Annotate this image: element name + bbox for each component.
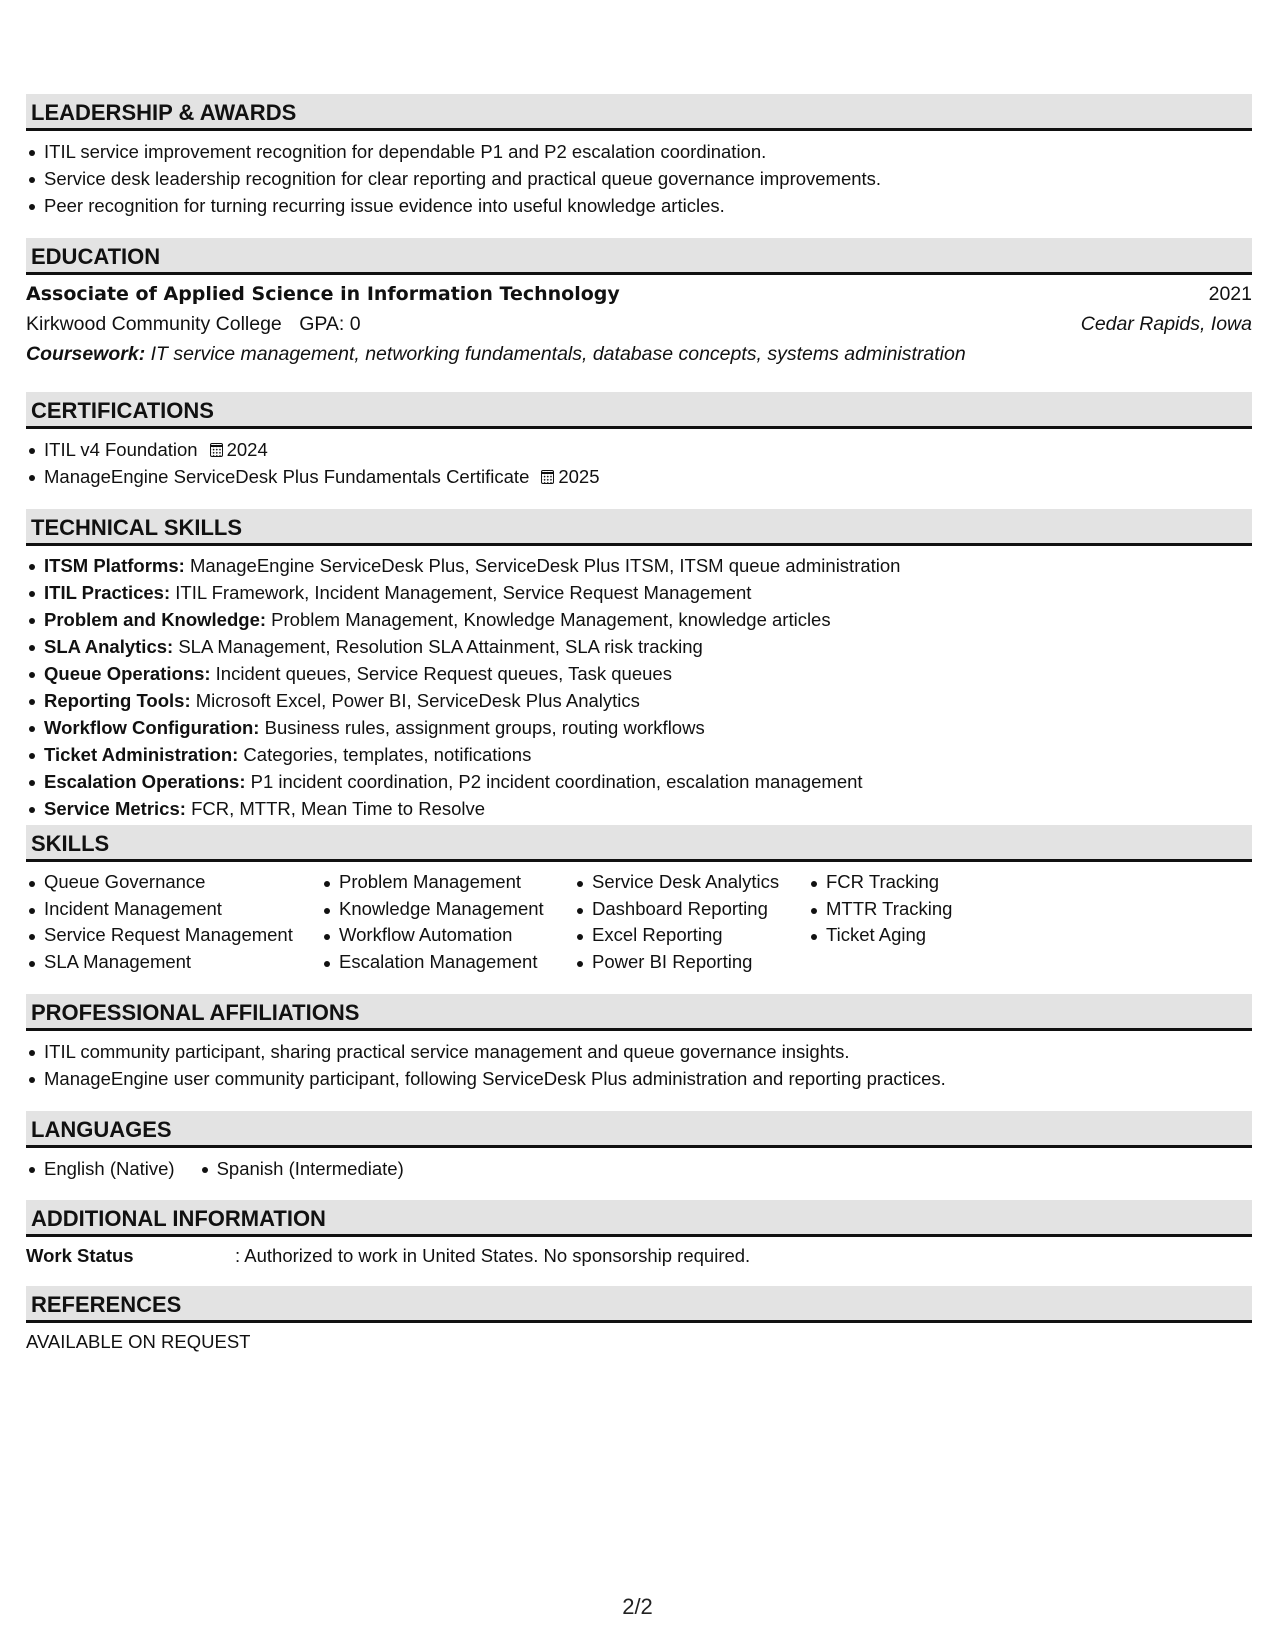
coursework-label: Coursework: — [26, 343, 146, 365]
section-heading: REFERENCES — [26, 1286, 1252, 1323]
calendar-icon — [210, 443, 223, 457]
skill-value: Microsoft Excel, Power BI, ServiceDesk Plus Analytics — [195, 690, 640, 711]
list-item — [26, 795, 1252, 822]
certification-year: 2025 — [558, 466, 600, 487]
list-item: Problem Management — [321, 869, 574, 896]
skills-section — [26, 825, 1252, 975]
skill-value: Categories, templates, notifications — [243, 744, 532, 765]
section-heading: CERTIFICATIONS — [26, 392, 1252, 429]
skills-column-1 — [26, 869, 321, 975]
work-status-value: : Authorized to work in United States. No sponsorship required. — [235, 1245, 751, 1266]
education-school-row — [26, 309, 1252, 339]
list-item: Incident Management — [26, 896, 321, 923]
certification-name: ManageEngine ServiceDesk Plus Fundamentals Certificate — [44, 466, 530, 487]
skills-column-2 — [321, 869, 574, 975]
list-item — [26, 741, 1252, 768]
list-item — [26, 463, 1252, 490]
leadership-section — [26, 94, 1252, 219]
coursework-row — [26, 339, 1252, 369]
skills-column-3 — [574, 869, 808, 975]
list-item: FCR Tracking — [808, 869, 1008, 896]
gpa: GPA: 0 — [299, 313, 361, 335]
skill-value: SLA Management, Resolution SLA Attainment, SLA risk tracking — [178, 636, 703, 657]
section-heading: LANGUAGES — [26, 1111, 1252, 1148]
list-item: Knowledge Management — [321, 896, 574, 923]
list-item: Power BI Reporting — [574, 949, 808, 976]
list-item: Queue Governance — [26, 869, 321, 896]
list-item — [26, 687, 1252, 714]
section-heading: ADDITIONAL INFORMATION — [26, 1200, 1252, 1237]
certifications-list — [26, 436, 1252, 490]
skill-label: Problem and Knowledge: — [44, 609, 267, 630]
list-item: Workflow Automation — [321, 922, 574, 949]
certification-year: 2024 — [226, 439, 268, 460]
skill-label: Workflow Configuration: — [44, 717, 260, 738]
education-degree-row — [26, 279, 1252, 309]
list-item: English (Native) — [26, 1155, 175, 1182]
list-item: Service desk leadership recognition for clear reporting and practical queue governance improvements. — [26, 165, 1252, 192]
school-location: Cedar Rapids, Iowa — [1080, 313, 1252, 335]
list-item: MTTR Tracking — [808, 896, 1008, 923]
skill-label: SLA Analytics: — [44, 636, 174, 657]
list-item — [26, 660, 1252, 687]
certification-name: ITIL v4 Foundation — [44, 439, 198, 460]
skill-value: ManageEngine ServiceDesk Plus, ServiceDesk Plus ITSM, ITSM queue administration — [189, 555, 901, 576]
skill-value: Problem Management, Knowledge Management, knowledge articles — [271, 609, 831, 630]
leadership-list — [26, 138, 1252, 219]
additional-info-section — [26, 1200, 1252, 1270]
technical-skills-list — [26, 552, 1252, 822]
skill-label: ITIL Practices: — [44, 582, 171, 603]
calendar-icon — [541, 470, 554, 484]
list-item: ITIL service improvement recognition for dependable P1 and P2 escalation coordination. — [26, 138, 1252, 165]
section-heading: TECHNICAL SKILLS — [26, 509, 1252, 546]
list-item: Ticket Aging — [808, 922, 1008, 949]
skill-label: Ticket Administration: — [44, 744, 239, 765]
skills-columns — [26, 869, 1252, 975]
list-item — [26, 552, 1252, 579]
list-item: ManageEngine user community participant, following ServiceDesk Plus administration and reporting practices. — [26, 1065, 1252, 1092]
languages-list — [26, 1155, 428, 1182]
list-item — [26, 714, 1252, 741]
graduation-year: 2021 — [1208, 283, 1252, 305]
list-item — [26, 436, 1252, 463]
page-number: 2/2 — [622, 1594, 653, 1619]
skill-value: FCR, MTTR, Mean Time to Resolve — [191, 798, 486, 819]
degree-title: Associate of Applied Science in Information Technology — [26, 283, 620, 305]
affiliations-list — [26, 1038, 1252, 1092]
skill-value: Incident queues, Service Request queues, Task queues — [215, 663, 672, 684]
list-item: Peer recognition for turning recurring issue evidence into useful knowledge articles. — [26, 192, 1252, 219]
list-item: Dashboard Reporting — [574, 896, 808, 923]
list-item: SLA Management — [26, 949, 321, 976]
section-heading: SKILLS — [26, 825, 1252, 862]
coursework-text: IT service management, networking fundamentals, database concepts, systems administration — [150, 343, 966, 365]
technical-skills-section — [26, 509, 1252, 822]
skill-value: P1 incident coordination, P2 incident coordination, escalation management — [250, 771, 863, 792]
skills-column-4 — [808, 869, 1008, 975]
section-heading: PROFESSIONAL AFFILIATIONS — [26, 994, 1252, 1031]
list-item: Service Desk Analytics — [574, 869, 808, 896]
list-item — [26, 633, 1252, 660]
references-text: AVAILABLE ON REQUEST — [26, 1331, 251, 1352]
references-section — [26, 1286, 1252, 1356]
skill-label: Reporting Tools: — [44, 690, 191, 711]
affiliations-section — [26, 994, 1252, 1092]
languages-row — [26, 1155, 1252, 1182]
skill-label: Service Metrics: — [44, 798, 186, 819]
list-item — [26, 579, 1252, 606]
education-section — [26, 238, 1252, 369]
list-item: Excel Reporting — [574, 922, 808, 949]
list-item — [26, 768, 1252, 795]
skill-label: ITSM Platforms: — [44, 555, 185, 576]
list-item: Escalation Management — [321, 949, 574, 976]
list-item: Spanish (Intermediate) — [199, 1155, 404, 1182]
certifications-section — [26, 392, 1252, 490]
list-item — [26, 606, 1252, 633]
work-status-row — [26, 1242, 1252, 1270]
skill-value: Business rules, assignment groups, routing workflows — [264, 717, 705, 738]
school-name: Kirkwood Community College — [26, 313, 282, 335]
list-item: Service Request Management — [26, 922, 321, 949]
skill-value: ITIL Framework, Incident Management, Service Request Management — [175, 582, 752, 603]
languages-section — [26, 1111, 1252, 1182]
section-heading: EDUCATION — [26, 238, 1252, 275]
skill-label: Queue Operations: — [44, 663, 211, 684]
skill-label: Escalation Operations: — [44, 771, 246, 792]
list-item: ITIL community participant, sharing practical service management and queue governance insights. — [26, 1038, 1252, 1065]
section-heading: LEADERSHIP & AWARDS — [26, 94, 1252, 131]
work-status-label: Work Status — [26, 1245, 134, 1266]
